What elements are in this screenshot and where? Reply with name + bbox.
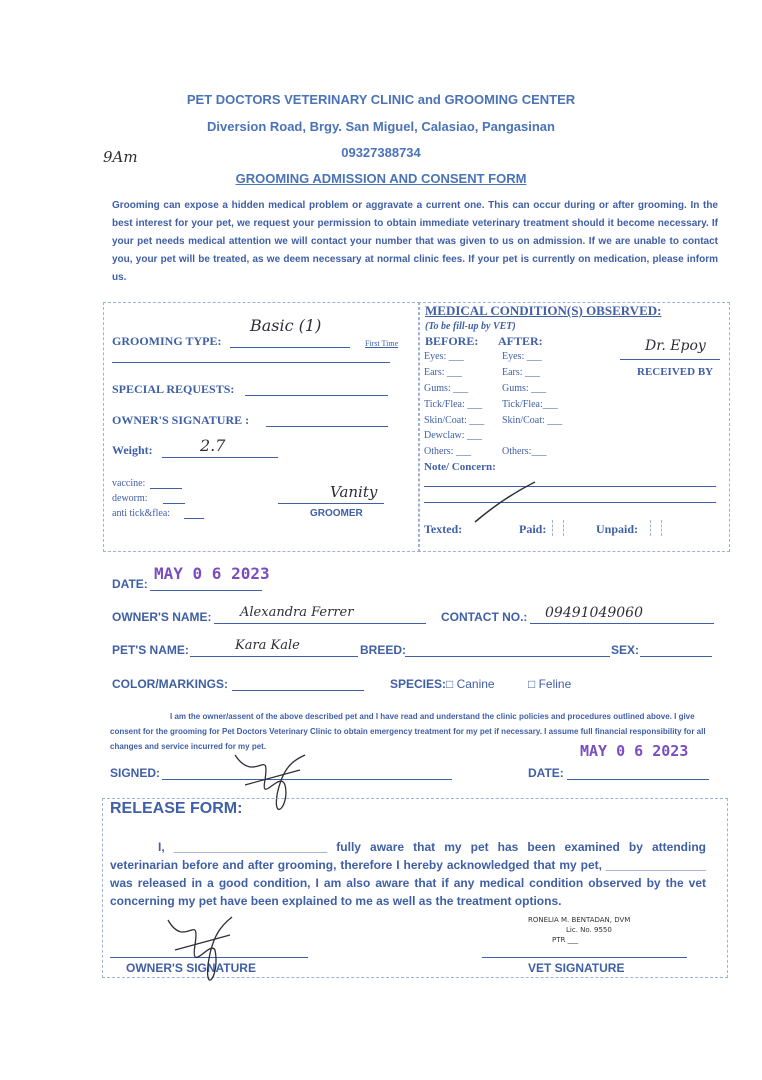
note-line-1 (424, 486, 716, 487)
vet-stamp-name: RONELIA M. BENTADAN, DVM (528, 916, 631, 924)
before-others: Others: ___ (424, 446, 471, 457)
sex-line (640, 656, 712, 657)
paid-label: Paid: (519, 522, 547, 536)
signed-date-stamp: MAY 0 6 2023 (580, 742, 689, 760)
clinic-phone: 09327388734 (341, 145, 421, 160)
medical-subtitle: (To be fill-up by VET) (425, 321, 516, 332)
grooming-type-value: Basic (1) (250, 316, 322, 335)
vet-stamp-license: Lic. No. 9550 (566, 926, 612, 934)
after-skin-coat: Skin/Coat: ___ (502, 415, 563, 426)
received-by-label: RECEIVED BY (637, 366, 714, 378)
form-title: GROOMING ADMISSION AND CONSENT FORM (235, 171, 527, 186)
date-label: DATE: (112, 577, 148, 591)
vet-signature-line (482, 957, 687, 958)
release-paragraph: I, _______________________ fully aware that my pet has been examined by attending veterinarian before and after grooming, therefore I hereby acknowledged that my pet, _______________ was released in a good condition, I am also aware that if any medical condition observed by the vet concerning my pet have been explained to me as well as the treatment options. (110, 840, 706, 908)
contact-value: 09491049060 (545, 605, 643, 621)
before-ears: Ears: ___ (424, 367, 463, 378)
note-concern-label: Note/ Concern: (424, 461, 496, 473)
anti-tick-line (184, 518, 204, 519)
species-label: SPECIES: (390, 677, 447, 691)
pet-name-label: PET'S NAME: (112, 643, 189, 657)
after-gums: Gums: ___ (502, 383, 547, 394)
special-requests-label: SPECIAL REQUESTS: (112, 382, 235, 396)
contact-label: CONTACT NO.: (441, 610, 528, 624)
received-by-line (620, 359, 720, 360)
pet-name-line (190, 656, 358, 657)
owner-name-line (214, 623, 426, 624)
consent-date-line (567, 779, 709, 780)
sex-label: SEX: (611, 643, 640, 657)
anti-tick-label: anti tick&flea: (112, 508, 171, 519)
owner-name-label: OWNER'S NAME: (112, 610, 212, 624)
unpaid-checkbox[interactable] (650, 520, 662, 536)
before-eyes: Eyes: ___ (424, 351, 464, 362)
after-others: Others:___ (502, 446, 547, 457)
unpaid-label: Unpaid: (596, 522, 639, 536)
color-markings-label: COLOR/MARKINGS: (112, 677, 228, 691)
feline-checkbox[interactable]: □ Feline (528, 677, 572, 691)
before-label: BEFORE: (425, 334, 479, 348)
groomer-signature: Vanity (330, 483, 378, 501)
release-owner-signature-drawing (160, 895, 240, 1000)
color-markings-line (232, 690, 364, 691)
contact-line (530, 623, 714, 624)
weight-value: 2.7 (200, 436, 226, 455)
owner-signature-label: OWNER'S SIGNATURE : (112, 413, 250, 427)
vet-stamp-ptr: PTR ___ (552, 936, 579, 944)
after-label: AFTER: (498, 334, 543, 348)
groomer-line (278, 503, 384, 504)
medical-title: MEDICAL CONDITION(S) OBSERVED: (425, 303, 662, 318)
weight-label: Weight: (112, 443, 153, 457)
before-tick-flea: Tick/Flea: ___ (424, 399, 483, 410)
owner-name-value: Alexandra Ferrer (240, 605, 354, 620)
time-note: 9Am (103, 148, 138, 166)
texted-check-mark-icon (470, 480, 540, 525)
vet-signature-label: VET SIGNATURE (528, 961, 625, 975)
texted-label: Texted: (424, 522, 463, 536)
vaccine-label: vaccine: (112, 478, 146, 489)
intro-paragraph: Grooming can expose a hidden medical problem or aggravate a current one. This can occur during or after grooming. In the best interest for your pet, we request your permission to obtain immediate veterinary treatment should it become necessary. If your pet needs medical attention we will contact your number that was given to us on admission. If we are unable to contact you, your pet will be treated, as we deem necessary at normal clinic fees. If your pet is currently on medication, please inform us. (112, 200, 718, 283)
consent-paragraph: I am the owner/assent of the above described pet and I have read and understand the clinic policies and procedures outlined above. I give consent for the grooming for Pet Doctors Veterinary Clinic to obtain emergency treatment for my pet if necessary. I assume full financial responsibility for all changes and service incurred for my pet. (110, 712, 706, 751)
deworm-line (163, 503, 185, 504)
before-gums: Gums: ___ (424, 383, 469, 394)
special-requests-line (245, 395, 388, 396)
breed-label: BREED: (360, 643, 407, 657)
canine-checkbox[interactable]: □ Canine (446, 677, 495, 691)
deworm-label: deworm: (112, 493, 148, 504)
release-owner-signature-label: OWNER'S SIGNATURE (126, 961, 256, 975)
first-time-label: First Time (365, 339, 399, 348)
after-eyes: Eyes: ___ (502, 351, 542, 362)
received-by-value: Dr. Epoy (645, 338, 706, 354)
before-dewclaw: Dewclaw: ___ (424, 430, 483, 441)
after-tick-flea: Tick/Flea:___ (502, 399, 558, 410)
after-ears: Ears: ___ (502, 367, 541, 378)
groomer-label: GROOMER (310, 508, 363, 519)
signed-label: SIGNED: (110, 766, 161, 780)
grooming-type-line (230, 347, 350, 348)
grooming-type-label: GROOMING TYPE: (112, 334, 222, 348)
breed-line (405, 656, 610, 657)
pet-name-value: Kara Kale (235, 638, 300, 653)
note-line-2 (424, 502, 716, 503)
vaccine-line (150, 488, 182, 489)
consent-date-label: DATE: (528, 766, 564, 780)
clinic-name: PET DOCTORS VETERINARY CLINIC and GROOMING CENTER (186, 92, 576, 107)
release-title: RELEASE FORM: (110, 800, 243, 817)
date-stamp: MAY 0 6 2023 (154, 564, 270, 583)
grooming-type-line-2 (112, 362, 390, 363)
before-skin-coat: Skin/Coat: ___ (424, 415, 485, 426)
date-line (150, 590, 262, 591)
clinic-address: Diversion Road, Brgy. San Miguel, Calasiao, Pangasinan (207, 119, 555, 134)
paid-checkbox[interactable] (552, 520, 564, 536)
owner-signature-line (266, 426, 388, 427)
weight-line (162, 457, 278, 458)
